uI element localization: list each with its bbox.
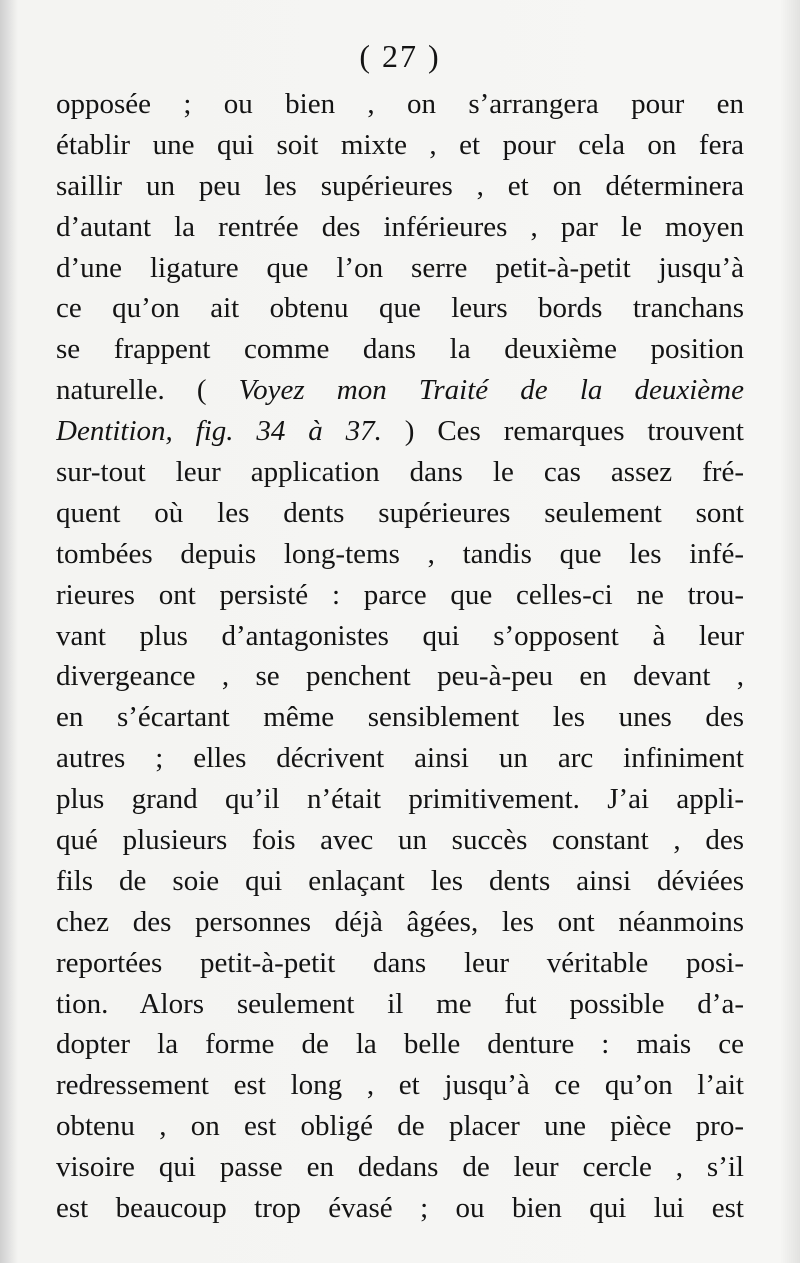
citation-italic: Voyez mon Traité de la deuxième <box>238 374 744 407</box>
text-line: autres ; elles décrivent ainsi un arc infiniment <box>56 742 744 775</box>
text-line: saillir un peu les supérieures , et on déterminera <box>56 169 744 202</box>
text-line: d’autant la rentrée des inférieures , par le moyen <box>56 210 744 243</box>
text-line: chez des personnes déjà âgées, les ont néanmoins <box>56 905 744 938</box>
text-line: fils de soie qui enlaçant les dents ainsi déviées <box>56 864 744 897</box>
text-line: est beaucoup trop évasé ; ou bien qui lui est <box>56 1192 744 1225</box>
text-line: quent où les dents supérieures seulement sont <box>56 496 744 529</box>
text-line: se frappent comme dans la deuxième position <box>56 333 744 366</box>
page-number: ( 27 ) <box>359 38 441 74</box>
text-line: ce qu’on ait obtenu que leurs bords tranchans <box>56 292 744 325</box>
page-body-text <box>56 84 744 1229</box>
text-line: visoire qui passe en dedans de leur cercle , s’il <box>56 1151 744 1184</box>
text-line-with-citation <box>56 370 744 411</box>
text-line: obtenu , on est obligé de placer une pièce pro- <box>56 1110 744 1143</box>
text-line: vant plus d’antagonistes qui s’opposent à leur <box>56 619 744 652</box>
text-line: reportées petit-à-petit dans leur véritable posi- <box>56 946 744 979</box>
text-line: tion. Alors seulement il me fut possible d’a- <box>56 987 744 1020</box>
text-line: tombées depuis long-tems , tandis que les infé- <box>56 537 744 570</box>
text-line-with-citation <box>56 411 744 452</box>
text-line: plus grand qu’il n’était primitivement. J’ai appli- <box>56 783 744 816</box>
text-line: rieures ont persisté : parce que celles-ci ne trou- <box>56 578 744 611</box>
text-line: dopter la forme de la belle denture : mais ce <box>56 1028 744 1061</box>
text-line: qué plusieurs fois avec un succès constant , des <box>56 824 744 857</box>
citation-italic: Dentition, fig. 34 à 37. <box>56 415 382 448</box>
text-line: redressement est long , et jusqu’à ce qu’on l’ait <box>56 1069 744 1102</box>
text-fragment: ) Ces remarques trouvent <box>381 415 744 448</box>
text-line: divergeance , se penchent peu-à-peu en devant , <box>56 660 744 693</box>
text-line: opposée ; ou bien , on s’arrangera pour en <box>56 88 744 120</box>
text-fragment: naturelle. ( <box>56 374 239 407</box>
text-line: sur-tout leur application dans le cas assez fré- <box>56 456 744 489</box>
text-line: d’une ligature que l’on serre petit-à-petit jusqu’à <box>56 251 744 284</box>
text-line: en s’écartant même sensiblement les unes des <box>56 701 744 734</box>
text-line: établir une qui soit mixte , et pour cela on fera <box>56 128 744 161</box>
